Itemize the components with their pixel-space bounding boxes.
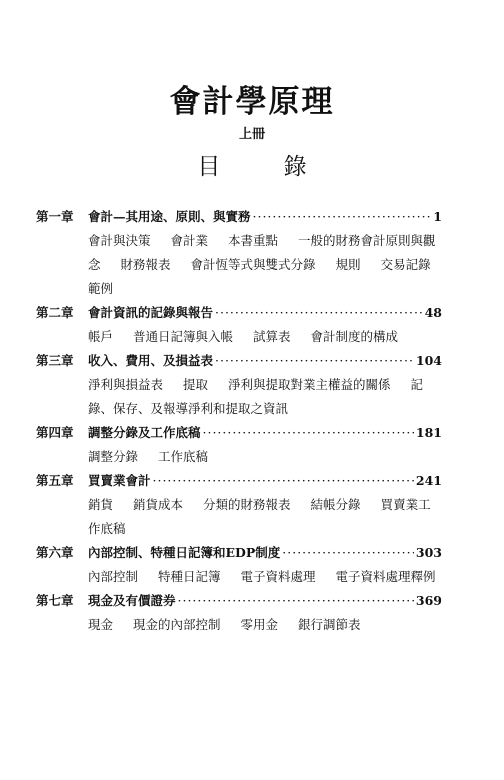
subtopic: 調整分錄 (88, 449, 139, 464)
chapter-entry (36, 589, 442, 613)
chapter-number: 第一章 (36, 209, 74, 224)
chapter-title: 會計資訊的記錄與報告 (88, 305, 214, 320)
subtopic: 淨利與提取對業主權益的關係 (228, 377, 391, 392)
chapter-title: 會計—其用途、原則、與實務 (88, 209, 251, 224)
subtopic: 一般的財務會計原則與觀念 (88, 233, 436, 272)
toc-chapter (36, 349, 442, 421)
chapter-title: 內部控制、特種日記簿和EDP制度 (88, 545, 281, 560)
subtopic: 銷貨 (88, 497, 114, 512)
subtopic: 工作底稿 (158, 449, 209, 464)
toc-chapter (36, 301, 442, 349)
chapter-number: 第四章 (36, 425, 74, 440)
dot-leader (282, 541, 414, 565)
dot-leader (215, 349, 414, 373)
subtopic: 結帳分錄 (310, 497, 361, 512)
dot-leader (178, 589, 414, 613)
chapter-subtopics (88, 613, 442, 637)
subtopic: 買賣業工作底稿 (88, 497, 431, 536)
toc-chapter (36, 541, 442, 589)
page-number: 303 (415, 545, 442, 560)
subtopic: 財務報表 (120, 257, 171, 272)
subtopic: 本書重點 (228, 233, 279, 248)
subtopic: 銷貨成本 (133, 497, 184, 512)
page-number: 1 (433, 209, 442, 224)
toc-chapter (36, 205, 442, 301)
dot-leader (153, 469, 414, 493)
subtopic: 銀行調節表 (298, 617, 361, 632)
toc-heading: 目 錄 (197, 154, 335, 180)
subtopic: 提取 (183, 377, 209, 392)
volume-label: 上冊 (238, 127, 265, 142)
subtopic: 記錄、保存、及報導淨利和提取之資訊 (88, 377, 424, 416)
subtopic: 電子資料處理 (240, 569, 316, 584)
chapter-subtopics (88, 493, 442, 541)
toc-chapter (36, 589, 442, 637)
chapter-entry (36, 421, 442, 445)
chapter-number: 第七章 (36, 593, 74, 608)
chapter-title: 現金及有價證券 (88, 593, 176, 608)
subtopic: 特種日記簿 (158, 569, 221, 584)
dot-leader (253, 205, 432, 229)
toc-chapter (36, 469, 442, 541)
subtopic: 會計恆等式與雙式分錄 (190, 257, 316, 272)
subtopic: 規則 (335, 257, 361, 272)
chapter-entry (36, 541, 442, 565)
subtopic: 帳戶 (88, 329, 114, 344)
page-number: 181 (415, 425, 442, 440)
page-number: 48 (424, 305, 442, 320)
subtopic: 會計業 (170, 233, 209, 248)
subtopic: 電子資料處理釋例 (335, 569, 436, 584)
subtopic: 現金 (88, 617, 114, 632)
subtopic: 交易記錄範例 (88, 257, 431, 296)
chapter-subtopics (88, 229, 442, 301)
subtopic: 會計制度的構成 (310, 329, 399, 344)
subtopic: 普通日記簿與入帳 (133, 329, 234, 344)
chapter-title: 買賣業會計 (88, 473, 151, 488)
chapter-subtopics (88, 565, 442, 589)
subtopic: 零用金 (240, 617, 279, 632)
chapter-number: 第五章 (36, 473, 74, 488)
chapter-entry (36, 205, 442, 229)
toc-chapter (36, 421, 442, 469)
chapter-number: 第三章 (36, 353, 74, 368)
chapter-entry (36, 349, 442, 373)
page-number: 104 (415, 353, 442, 368)
subtopic: 現金的內部控制 (133, 617, 221, 632)
book-title: 會計學原理 (169, 84, 335, 120)
dot-leader (215, 301, 423, 325)
chapter-title: 調整分錄及工作底稿 (88, 425, 201, 440)
subtopic: 內部控制 (88, 569, 139, 584)
page-number: 369 (415, 593, 442, 608)
subtopic: 試算表 (253, 329, 291, 344)
chapter-entry (36, 469, 442, 493)
subtopic: 分類的財務報表 (203, 497, 291, 512)
page-number: 241 (415, 473, 442, 488)
chapter-title: 收入、費用、及損益表 (88, 353, 214, 368)
dot-leader (203, 421, 414, 445)
subtopic: 淨利與損益表 (88, 377, 164, 392)
chapter-entry (36, 301, 442, 325)
chapter-subtopics (88, 445, 442, 469)
chapter-number: 第二章 (36, 305, 74, 320)
table-of-contents (36, 205, 442, 637)
chapter-subtopics (88, 325, 442, 349)
chapter-number: 第六章 (36, 545, 74, 560)
chapter-subtopics (88, 373, 442, 421)
subtopic: 會計與決策 (88, 233, 151, 248)
